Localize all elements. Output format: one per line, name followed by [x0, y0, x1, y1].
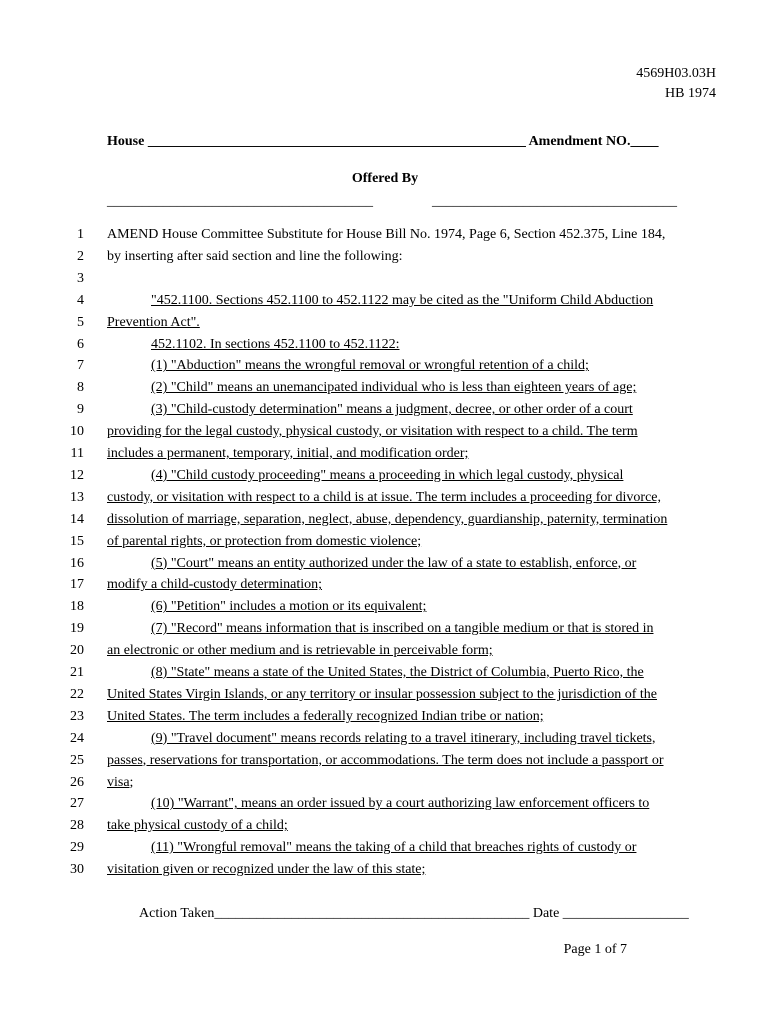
line-text: (3) "Child-custody determination" means a judgment, decree, or other order of a court	[151, 402, 633, 418]
numbered-line	[0, 662, 770, 684]
line-text: passes, reservations for transportation, or accommodations. The term does not include a passport or	[107, 752, 664, 768]
line-number: 28	[70, 818, 84, 834]
line-text: (6) "Petition" includes a motion or its equivalent;	[151, 599, 427, 615]
numbered-line	[0, 268, 770, 290]
line-number: 27	[70, 796, 84, 812]
numbered-line	[0, 706, 770, 728]
numbered-line	[0, 224, 770, 246]
line-number: 2	[77, 248, 84, 264]
numbered-line	[0, 334, 770, 356]
line-text: (9) "Travel document" means records relating to a travel itinerary, including travel tickets,	[151, 730, 656, 746]
house-amendment-line: House ______________________________________________________ Amendment NO.____	[107, 134, 659, 149]
numbered-line	[0, 837, 770, 859]
line-text: AMEND House Committee Substitute for House Bill No. 1974, Page 6, Section 452.375, Line 184,	[107, 227, 666, 242]
line-text: of parental rights, or protection from domestic violence;	[107, 533, 422, 549]
line-text: visitation given or recognized under the law of this state;	[107, 862, 426, 878]
numbered-line	[0, 531, 770, 553]
page-number: Page 1 of 7	[563, 942, 627, 957]
line-text: "452.1100. Sections 452.1100 to 452.1122 may be cited as the "Uniform Child Abduction	[151, 292, 654, 308]
numbered-line	[0, 487, 770, 509]
line-number: 21	[70, 665, 84, 680]
line-text: an electronic or other medium and is retrievable in perceivable form;	[107, 643, 493, 659]
line-number: 22	[70, 686, 84, 702]
line-number: 29	[70, 840, 84, 856]
line-text: (5) "Court" means an entity authorized under the law of a state to establish, enforce, or	[151, 555, 637, 571]
offered-by-label: Offered By	[351, 171, 419, 186]
line-number: 23	[70, 708, 84, 724]
line-number: 18	[70, 599, 84, 615]
line-number: 24	[70, 730, 84, 746]
numbered-line	[0, 750, 770, 772]
line-text: visa;	[107, 774, 134, 790]
line-number: 9	[77, 402, 84, 418]
line-number: 11	[70, 446, 84, 461]
bill-number: HB 1974	[665, 86, 716, 101]
line-number: 8	[77, 380, 84, 396]
action-taken-line: Action Taken_____________________________________________ Date __________________	[139, 906, 689, 921]
line-text: includes a permanent, temporary, initial, and modification order;	[107, 446, 469, 461]
numbered-line	[0, 574, 770, 596]
numbered-line	[0, 815, 770, 837]
numbered-line	[0, 399, 770, 421]
numbered-line	[0, 596, 770, 618]
document-header	[636, 64, 716, 104]
line-number: 16	[70, 555, 84, 571]
numbered-line	[0, 553, 770, 575]
line-text: (1) "Abduction" means the wrongful removal or wrongful retention of a child;	[151, 358, 589, 374]
line-text: custody, or visitation with respect to a child is at issue. The term includes a proceeding for divorce,	[107, 489, 662, 505]
line-number: 1	[77, 227, 84, 242]
line-number: 20	[70, 643, 84, 659]
line-text: United States Virgin Islands, or any territory or insular possession subject to the jurisdiction of the	[107, 686, 658, 702]
document-code: 4569H03.03H	[636, 66, 716, 81]
numbered-line	[0, 640, 770, 662]
line-text: take physical custody of a child;	[107, 818, 288, 834]
line-text: (8) "State" means a state of the United States, the District of Columbia, Puerto Rico, the	[151, 665, 644, 680]
numbered-line	[0, 728, 770, 750]
numbered-line	[0, 772, 770, 794]
numbered-line	[0, 290, 770, 312]
numbered-line	[0, 421, 770, 443]
numbered-line	[0, 618, 770, 640]
numbered-line	[0, 793, 770, 815]
line-text: providing for the legal custody, physical custody, or visitation with respect to a child. The term	[107, 424, 638, 440]
line-number: 30	[70, 862, 84, 878]
numbered-line	[0, 443, 770, 465]
line-number: 12	[70, 467, 84, 483]
line-number: 7	[77, 358, 84, 374]
numbered-line	[0, 465, 770, 487]
line-text: (10) "Warrant", means an order issued by a court authorizing law enforcement officers to	[151, 796, 650, 812]
numbered-line	[0, 377, 770, 399]
line-number: 25	[70, 752, 84, 768]
line-text: by inserting after said section and line the following:	[107, 248, 403, 264]
line-text: Prevention Act".	[107, 314, 200, 330]
line-text: (4) "Child custody proceeding" means a proceeding in which legal custody, physical	[151, 467, 624, 483]
line-number: 4	[77, 292, 84, 308]
line-text: 452.1102. In sections 452.1100 to 452.1122:	[151, 336, 400, 352]
line-text: modify a child-custody determination;	[107, 577, 323, 593]
line-number: 10	[70, 424, 84, 440]
line-number: 14	[70, 511, 84, 527]
offered-by-signature-right: ___________________________________	[432, 194, 677, 209]
line-number: 3	[77, 270, 84, 286]
line-number: 6	[77, 336, 84, 352]
numbered-line	[0, 684, 770, 706]
numbered-line	[0, 355, 770, 377]
numbered-line	[0, 859, 770, 881]
line-text: (2) "Child" means an unemancipated individual who is less than eighteen years of age;	[151, 380, 637, 396]
line-number: 26	[70, 774, 84, 790]
numbered-line	[0, 312, 770, 334]
numbered-line	[0, 246, 770, 268]
line-number: 5	[77, 314, 84, 330]
line-text: dissolution of marriage, separation, neglect, abuse, dependency, guardianship, paternity, termination	[107, 511, 668, 527]
line-text: (7) "Record" means information that is inscribed on a tangible medium or that is stored in	[151, 621, 654, 637]
offered-by-signature-left: ______________________________________	[107, 194, 373, 209]
line-number: 13	[70, 489, 84, 505]
line-number: 17	[70, 577, 84, 593]
line-number: 19	[70, 621, 84, 637]
line-text: (11) "Wrongful removal" means the taking of a child that breaches rights of custody or	[151, 840, 637, 856]
line-number: 15	[70, 533, 84, 549]
numbered-line	[0, 509, 770, 531]
line-text: United States. The term includes a federally recognized Indian tribe or nation;	[107, 708, 544, 724]
